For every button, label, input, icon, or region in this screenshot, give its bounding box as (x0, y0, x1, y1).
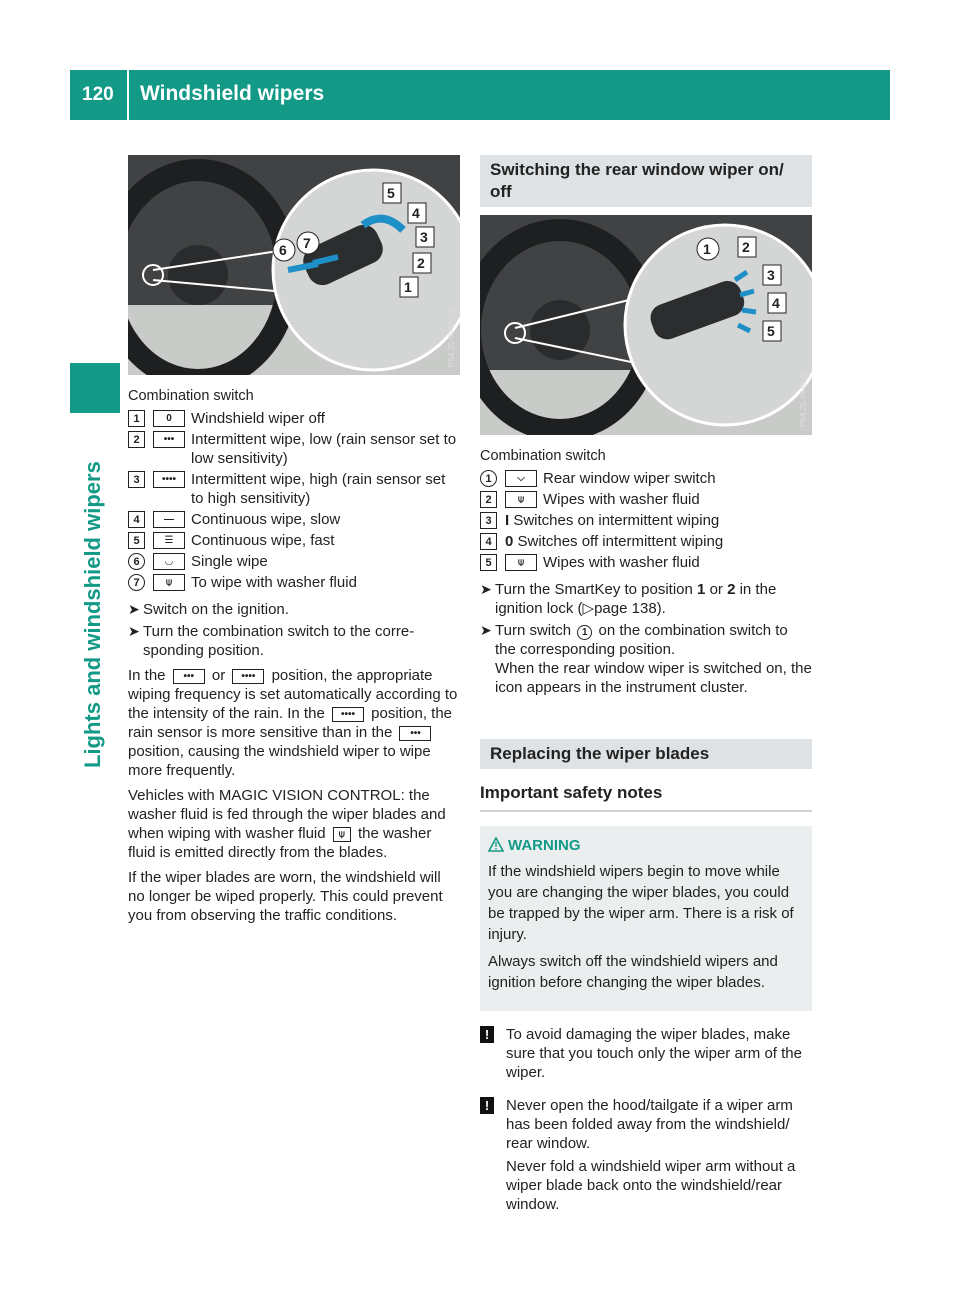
photo-label-5: 5 (767, 323, 775, 339)
note-item: ! To avoid damaging the wiper blades, make sure that you touch only the wiper arm of the wiper. (480, 1025, 812, 1082)
note-item: ! Never open the hood/tailgate if a wiper arm has been folded away from the windshield/ rear window. Never fold a windshield wiper arm without a wiper blade back onto the windshield/rear window. (480, 1096, 812, 1214)
rear-washer-icon: ⍦ (505, 554, 537, 571)
paragraph-magic-vision: Vehicles with MAGIC VISION CONTROL: the washer fluid is fed through the wiper blades and when wiping with washer fluid ⍦ the washer fluid is emitted directly from the blades. (128, 787, 446, 861)
page-reference-link[interactable]: page 138). (594, 600, 666, 617)
photo-label-3: 3 (420, 229, 428, 245)
intermittent-high-icon: •••• (153, 471, 185, 488)
photo-label-6: 6 (279, 242, 287, 258)
page-ref-arrow-icon: ▷ (582, 600, 595, 617)
list-item: 1 0 Windshield wiper off (128, 409, 460, 428)
list-item: 4 0 Switches off intermittent wiping (480, 532, 812, 551)
page-title: Windshield wipers (140, 82, 325, 105)
warning-box (480, 826, 812, 1011)
rear-wiper-icon: ⌵ (505, 470, 537, 487)
washer-fluid-icon: ⍦ (153, 574, 185, 591)
step-arrow-icon: ➤ (480, 622, 492, 638)
photo-code: P54.25-9948-31 (799, 369, 808, 427)
rear-washer-icon: ⍦ (505, 491, 537, 508)
photo-label-7: 7 (303, 235, 311, 251)
step-arrow-icon: ➤ (128, 623, 140, 639)
subheading-safety: Important safety notes (480, 783, 812, 812)
warning-text: If the windshield wipers begin to move while you are changing the wiper blades, you could be trapped by the wiper arm. There is a risk of injury. (488, 863, 794, 943)
exclamation-icon: ! (480, 1026, 494, 1043)
list-item: 5 ☰ Continuous wipe, fast (128, 531, 460, 550)
photo-label-4: 4 (412, 205, 420, 221)
header-divider (127, 70, 129, 120)
paragraph-rain-sensor: In the ••• or •••• position, the appropriate wiping frequency is set automatically according to the intensity of the rain. In the •••• position, the rain sensor is more sensitive than in the ••• position, causing the windshield wiper to wipe more frequently. (128, 667, 458, 779)
photo-code: P54.25-9947-31 (447, 309, 456, 367)
section-title-vertical: Lights and windshield wipers (80, 461, 105, 768)
paragraph-worn-blades: If the wiper blades are worn, the windshield will no longer be wiped properly. This could prevent you from observing the traffic conditions. (128, 869, 443, 924)
photo-label-2: 2 (742, 239, 750, 255)
continuous-slow-icon: — (153, 511, 185, 528)
photo-caption: Combination switch (128, 388, 254, 404)
warning-triangle-icon (488, 837, 504, 852)
combination-switch-photo-rear (480, 215, 812, 435)
right-column (480, 155, 812, 1214)
photo-label-5: 5 (387, 185, 395, 201)
section-marker (70, 363, 120, 413)
intermittent-low-icon: ••• (173, 669, 205, 684)
intermittent-low-icon: ••• (153, 431, 185, 448)
left-column (128, 155, 460, 925)
combination-switch-photo-front (128, 155, 460, 375)
intermittent-low-icon: ••• (399, 726, 431, 741)
instruction-step: ➤ Turn switch 1 on the combination switch to the corresponding position. When the rear window wiper is switched on, the icon appears in the instrument cluster. (480, 622, 812, 696)
exclamation-icon: ! (480, 1097, 494, 1114)
instruction-step: ➤ Switch on the ignition. (128, 601, 289, 618)
continuous-fast-icon: ☰ (153, 532, 185, 549)
photo-label-3: 3 (767, 267, 775, 283)
photo-caption: Combination switch (480, 448, 606, 464)
list-item: 3 I Switches on intermittent wiping (480, 511, 812, 530)
single-wipe-icon: ◡ (153, 553, 185, 570)
photo-label-1: 1 (703, 241, 711, 257)
list-item: 1 ⌵ Rear window wiper switch (480, 469, 812, 488)
page-number: 120 (82, 84, 114, 105)
intermittent-high-icon: •••• (332, 707, 364, 722)
step-arrow-icon: ➤ (128, 601, 140, 617)
photo-label-1: 1 (404, 279, 412, 295)
list-item: 2 ⍦ Wipes with washer fluid (480, 490, 812, 509)
rear-switch-list (480, 469, 812, 572)
list-item: 7 ⍦ To wipe with washer fluid (128, 573, 460, 592)
step-arrow-icon: ➤ (480, 581, 492, 597)
instruction-step: ➤ Turn the combination switch to the corre-sponding position. (128, 623, 415, 659)
page-header (70, 70, 890, 120)
list-item: 2 ••• Intermittent wipe, low (rain sensor set to low sensitivity) (128, 430, 460, 468)
list-item: 5 ⍦ Wipes with washer fluid (480, 553, 812, 572)
warning-text: Always switch off the windshield wipers and ignition before changing the wiper blades. (488, 953, 778, 991)
section-heading-replacing: Replacing the wiper blades (480, 739, 812, 769)
photo-label-2: 2 (417, 255, 425, 271)
switch-positions-list (128, 409, 460, 592)
instruction-step: ➤ Turn the SmartKey to position 1 or 2 in the ignition lock (▷page 138). (480, 581, 777, 617)
list-item: 4 — Continuous wipe, slow (128, 510, 460, 529)
intermittent-high-icon: •••• (232, 669, 264, 684)
washer-fluid-icon: ⍦ (333, 827, 351, 842)
photo-label-4: 4 (772, 295, 780, 311)
section-heading-rear-wiper: Switching the rear window wiper on/ off (480, 155, 812, 207)
warning-title: WARNING (488, 836, 802, 855)
wiper-off-icon: 0 (153, 410, 185, 427)
list-item: 6 ◡ Single wipe (128, 552, 460, 571)
section-sidebar (70, 123, 120, 1163)
list-item: 3 •••• Intermittent wipe, high (rain sensor set to high sensitivity) (128, 470, 460, 508)
